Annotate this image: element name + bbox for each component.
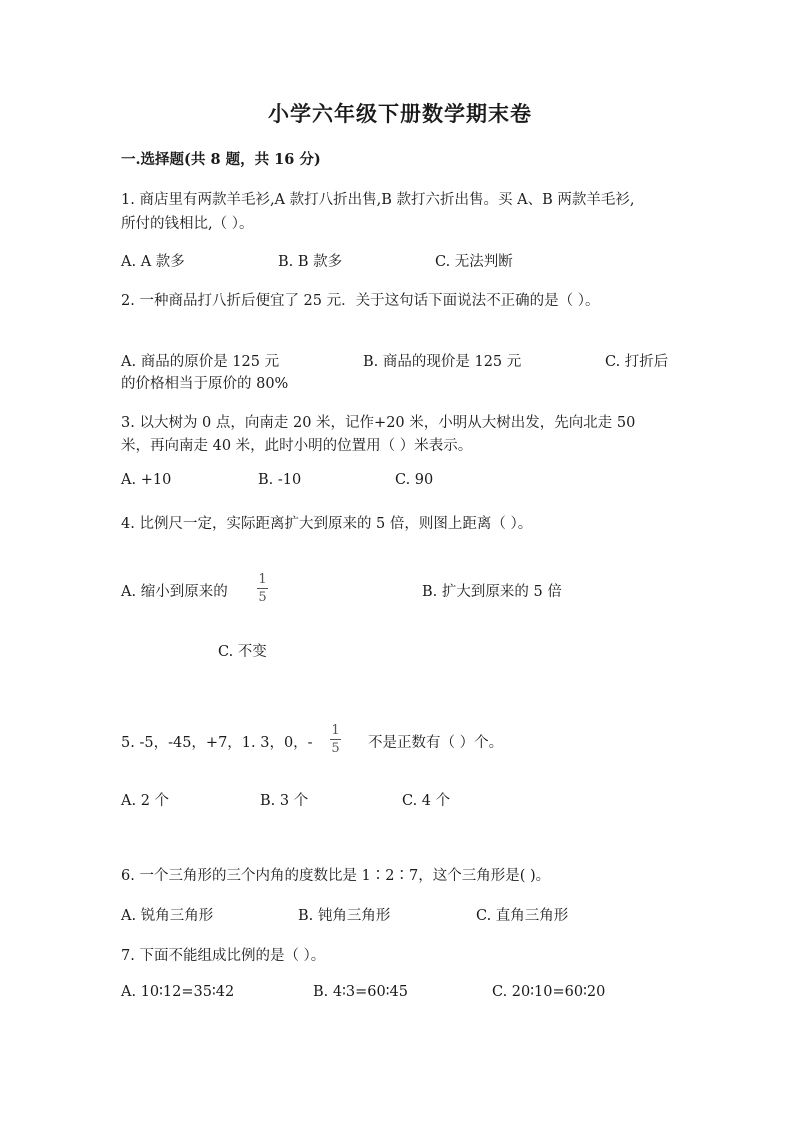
question-7-text: 7. 下面不能组成比例的是（ ）。 bbox=[121, 948, 326, 964]
fraction-denominator: 5 bbox=[331, 741, 340, 756]
question-7-option-c: C. 20∶10=60∶20 bbox=[492, 984, 606, 1000]
question-4-text: 4. 比例尺一定，实际距离扩大到原来的 5 倍，则图上距离（ ）。 bbox=[121, 516, 533, 532]
question-7-option-b: B. 4∶3=60∶45 bbox=[313, 984, 408, 1000]
question-4-option-c: C. 不变 bbox=[218, 644, 267, 660]
question-1-option-a: A. A 款多 bbox=[121, 254, 185, 270]
fraction-bar bbox=[257, 588, 268, 589]
question-2-option-b: B. 商品的现价是 125 元 bbox=[363, 354, 522, 370]
question-6-text: 6. 一个三角形的三个内角的度数比是 1∶2∶7，这个三角形是( )。 bbox=[121, 868, 551, 884]
fraction-bar bbox=[330, 739, 341, 740]
question-5-text-end: 不是正数有（ ）个。 bbox=[368, 735, 504, 751]
question-3-text-line-2: 米，再向南走 40 米，此时小明的位置用（ ）米表示。 bbox=[121, 438, 473, 454]
section-heading: 一.选择题(共 8 题，共 16 分) bbox=[121, 151, 321, 168]
question-5-option-c: C. 4 个 bbox=[402, 793, 451, 809]
question-5-text-start: 5. -5，-45，+7，1. 3，0，- bbox=[121, 735, 313, 751]
question-3-option-c: C. 90 bbox=[395, 472, 434, 488]
question-4-option-b: B. 扩大到原来的 5 倍 bbox=[422, 584, 562, 600]
question-6-option-c: C. 直角三角形 bbox=[476, 908, 569, 924]
question-7-option-a: A. 10∶12=35∶42 bbox=[121, 984, 235, 1000]
question-6-option-b: B. 钝角三角形 bbox=[298, 908, 391, 924]
question-6-option-a: A. 锐角三角形 bbox=[121, 908, 214, 924]
question-2-option-c-continued: 的价格相当于原价的 80% bbox=[121, 376, 289, 392]
question-5-option-a: A. 2 个 bbox=[121, 793, 170, 809]
question-4-option-a: A. 缩小到原来的 bbox=[121, 584, 228, 600]
question-2-option-c: C. 打折后 bbox=[605, 354, 669, 370]
question-3-option-b: B. -10 bbox=[258, 472, 302, 488]
question-1-option-c: C. 无法判断 bbox=[435, 254, 513, 270]
question-1-text-line-1: 1. 商店里有两款羊毛衫,A 款打八折出售,B 款打六折出售。买 A、B 两款羊毛衫, bbox=[121, 192, 635, 208]
page-title: 小学六年级下册数学期末卷 bbox=[268, 101, 532, 126]
question-1-option-b: B. B 款多 bbox=[278, 254, 343, 270]
question-5-fraction bbox=[330, 724, 341, 755]
fraction-denominator: 5 bbox=[258, 590, 267, 605]
question-2-text: 2. 一种商品打八折后便宜了 25 元．关于这句话下面说法不正确的是（ ）。 bbox=[121, 293, 600, 309]
question-2-option-a: A. 商品的原价是 125 元 bbox=[121, 354, 280, 370]
fraction-numerator: 1 bbox=[258, 572, 267, 587]
fraction-numerator: 1 bbox=[331, 723, 340, 738]
question-3-text-line-1: 3. 以大树为 0 点，向南走 20 米，记作+20 米，小明从大树出发，先向北走 50 bbox=[121, 415, 636, 431]
question-4-option-a-fraction bbox=[257, 573, 268, 604]
question-5-option-b: B. 3 个 bbox=[260, 793, 309, 809]
question-3-option-a: A. +10 bbox=[121, 472, 172, 488]
question-1-text-line-2: 所付的钱相比,（ ）。 bbox=[121, 216, 254, 232]
